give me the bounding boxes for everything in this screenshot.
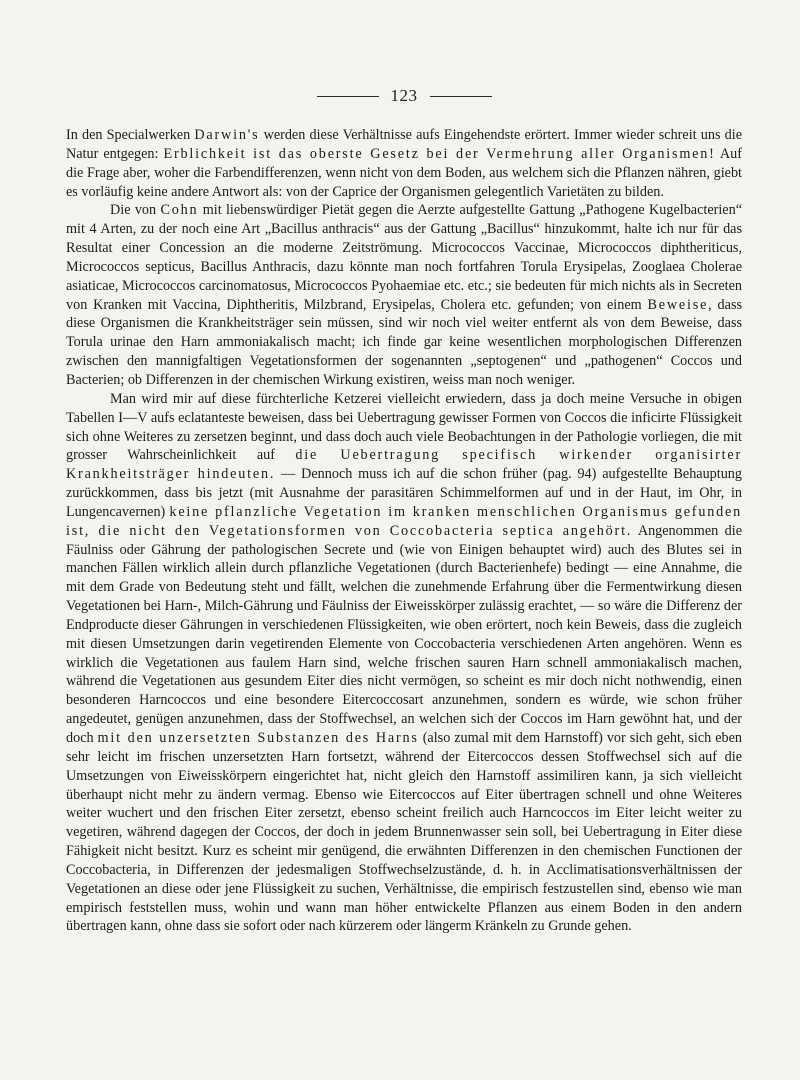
paragraph <box>66 126 742 201</box>
text-run: (also zumal mit dem Harnstoff) vor sich geht, sich eben sehr leicht im frischen unzersetzten Harn fortsetzt, während der Eitercoccos dessen Stoffwechsel sich auf die Umsetzungen von Eiweisskörpern eingerichtet hat, nicht gleich den Harnstoff assimiliren kann, ja sich vielleicht überhaupt nicht mehr zu ändern vermag. Ebenso wie Eitercoccos auf Eiter übertragen schnell und ohne Weiteres weiter wuchert und den frischen Eiter zersetzt, ebenso scheint freilich auch Harncoccos im Eiter leicht weiter zu vegetiren, während dagegen der Coccos, der doch in jedem Brunnenwasser sein soll, bei Uebertragung in Eiter diese Fähigkeit nicht besitzt. Kurz es scheint mir genügend, die erwähnten Differenzen in den chemischen Functionen der Coccobacteria, in Differenzen der jedesmaligen Stoffwechselzustände, d. h. in Acclimatisationsverhältnissen der Vegetationen an diese oder jene Flüssigkeit zu suchen, Verhältnisse, die empirisch festzustellen sind, ebenso wie man empirisch feststellen muss, wohin und wann man höher entwickelte Pflanzen aus einem Boden in den andern übertragen kann, ohne dass sie sofort oder nach kürzerem oder längerm Kränkeln zu Grunde gehen. <box>66 730 742 935</box>
body-text <box>66 126 742 936</box>
emphasis-spaced-text: mit den unzersetzten Substanzen des Harns <box>97 730 419 746</box>
emphasis-spaced-text: Beweise <box>647 296 709 313</box>
emphasis-spaced-text: Erblichkeit ist das oberste Gesetz bei der Vermehrung aller Organismen! <box>163 145 716 162</box>
emphasis-spaced-text: keine pflanzliche Vegetation im kranken menschlichen Organismus gefunden ist, die nicht den Vegetationsformen von Coccobacteria septica angehört. <box>66 503 743 539</box>
page-number: 123 <box>390 86 418 105</box>
emphasis-spaced-text: die Uebertragung specifisch wirkender organisirter Krankheitsträger hindeuten. <box>66 447 742 483</box>
header-rule-right <box>430 96 492 97</box>
text-run: Die von <box>110 202 161 219</box>
emphasis-spaced-text: Cohn <box>160 202 199 219</box>
text-run: Angenommen die Fäulniss oder Gährung der pathologischen Secrete und (wie von Einigen behauptet wird) auch des Blutes sei in manchen Fällen wirklich allein durch pflanzliche Vegetationen (durch Bacterienhefe) bedingt — eine Annahme, die mit dem Grade von Bedeutung steht und fällt, welchen die zunehmende Erfahrung über die Fermentwirkung diesen Vegetationen bei Harn-, Milch-Gährung und Fäulniss der Eiweisskörper zulässig erachtet, — so wäre die Differenz der Endproducte dieser Gährungen in verschiedenen Flüssigkeiten, wie oben erörtert, noch kein Beweis, dass die zugleich mit diesen Umsetzungen darin vegetirenden Elemente von Coccobacteria verschiedenen Arten angehören. Wenn es wirklich die Vegetationen aus faulem Harn sind, welche frischen sauren Harn schnell ammoniakalisch machen, während die Vegetationen aus gesundem Eiter dies nicht vermögen, so scheint es mir doch nicht nothwendig, einen besonderen Harncoccos und eine besondere Eitercoccosart anzunehmen, sondern es würde, wie schon früher angedeutet, genügen anzunehmen, dass der Stoffwechsel, an welchen sich der Coccos im Harn gewöhnt hat, und der doch <box>66 522 742 746</box>
page-header <box>66 86 742 106</box>
header-rule-left <box>317 96 379 97</box>
text-run: — Dennoch muss ich auf die schon früher (pag. 94) aufgestellte Behauptung zurückkommen, dass bis jetzt (mit Ausnahme der parasitären Schimmelformen auf und in der Haut, im Ohr, in Lungencavernen) <box>66 466 742 520</box>
text-run: , dass diese Organismen die Krankheitsträger sein müssen, sind wir noch viel weiter entfernt als von dem Beweise, dass Torula urinae den Harn ammoniakalisch macht; ich finde gar keine wesentlichen morphologischen Differenzen zwischen den mannigfaltigen Vegetationsformen der sogenannten „septogenen“ und „pathogenen“ Coccos und Bacterien; ob Differenzen in der chemischen Wirkung existiren, weiss man noch weniger. <box>66 296 742 388</box>
paragraph <box>66 201 742 389</box>
text-run: werden diese Verhältnisse aufs Eingehendste erörtert. Immer wieder schreit uns die Natur entgegen: <box>66 127 742 162</box>
text-run: mit liebenswürdiger Pietät gegen die Aerzte aufgestellte Gattung „Pathogene Kugelbacterien“ mit 4 Arten, zu der noch eine Art „Bacillus anthracis“ aus der Gattung „Bacillus“ hinzukommt, halte ich nur für das Resultat einer Concession an die moderne Zeitströmung. Micrococcos Vaccinae, Micrococcos diphtheriticus, Micrococcos septicus, Bacillus Anthracis, dazu könnte man noch fortfahren Torula Erysipelas, Zooglaea Cholerae asiaticae, Micrococcos carcinomatosus, Micrococcos Pyohaemiae etc. etc.; sie bedeuten für mich nichts als in Secreten von Kranken mit Vaccina, Diphtheritis, Milzbrand, Erysipelas, Cholera etc. gefunden; von einem <box>66 202 742 313</box>
paragraph <box>66 390 742 936</box>
emphasis-spaced-text: Darwin's <box>194 127 260 143</box>
text-run: Man wird mir auf diese fürchterliche Ketzerei vielleicht erwiedern, dass ja doch meine Versuche in obigen Tabellen I—V aufs eclatanteste beweisen, dass bei Uebertragung gewisser Formen von Coccos die inficirte Flüssigkeit sich ohne Weiteres zu zersetzen beginnt, und dass doch auch viele Beobachtungen in der Pathologie vorliegen, die mit grosser Wahrscheinlichkeit auf <box>66 390 742 464</box>
text-run: In den Specialwerken <box>66 127 195 143</box>
text-run: Auf die Frage aber, woher die Farbendifferenzen, wenn nicht von dem Boden, aus welchem sich die Pflanzen nähren, giebt es vorläufig keine andere Antwort als: von der Caprice der Organismen gelegentlich Varietäten zu bilden. <box>66 145 743 200</box>
